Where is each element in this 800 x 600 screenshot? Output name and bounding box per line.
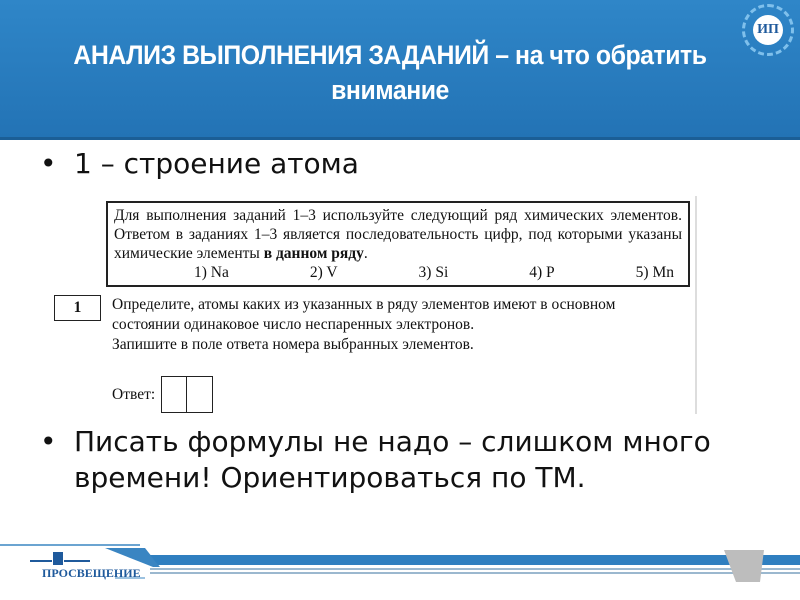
task-intro-box (106, 201, 690, 287)
logo-icon (742, 4, 794, 56)
logo-text: ИП (753, 15, 783, 45)
element-item: 1) Na (194, 264, 229, 281)
bullet-icon: • (40, 425, 57, 458)
question-line: Запишите в поле ответа номера выбранных элементов. (112, 336, 474, 353)
intro-text: Для выполнения заданий 1–3 используйте следующий ряд химических элементов. Ответом в заданиях 1–3 является последовательность цифр, под которыми указаны химические элементы (114, 207, 682, 262)
answer-cell (187, 377, 212, 412)
intro-bold: в данном ряду (263, 245, 364, 262)
intro-end: . (363, 245, 368, 262)
bullet-text: 1 – строение атома (74, 147, 359, 180)
element-item: 2) V (309, 264, 338, 281)
question-line: состоянии одинаковое число неспаренных электронов. (112, 316, 475, 333)
bullet-text: Писать формулы не надо – слишком много времени! Ориентироваться по ТМ. (74, 425, 711, 494)
element-list (114, 263, 682, 282)
brand-name: ПРОСВЕЩЕНИЕ (42, 566, 141, 580)
corner-shape (724, 550, 764, 582)
answer-row (112, 376, 213, 413)
slide-title: АНАЛИЗ ВЫПОЛНЕНИЯ ЗАДАНИЙ – на что обратить внимание (73, 40, 707, 105)
answer-cell (162, 377, 187, 412)
task-question (112, 295, 702, 355)
element-item: 3) Si (418, 264, 449, 281)
task-number: 1 (54, 295, 101, 321)
element-item: 4) P (529, 264, 555, 281)
task-image (52, 196, 697, 414)
bullet-icon: • (40, 147, 57, 180)
answer-boxes (161, 376, 213, 413)
slide-header (0, 0, 800, 140)
answer-label: Ответ: (112, 385, 156, 403)
element-item: 5) Mn (635, 264, 674, 281)
bullet-item (40, 146, 359, 182)
question-line: Определите, атомы каких из указанных в ряду элементов имеют в основном (112, 296, 616, 313)
bullet-item (40, 424, 760, 496)
